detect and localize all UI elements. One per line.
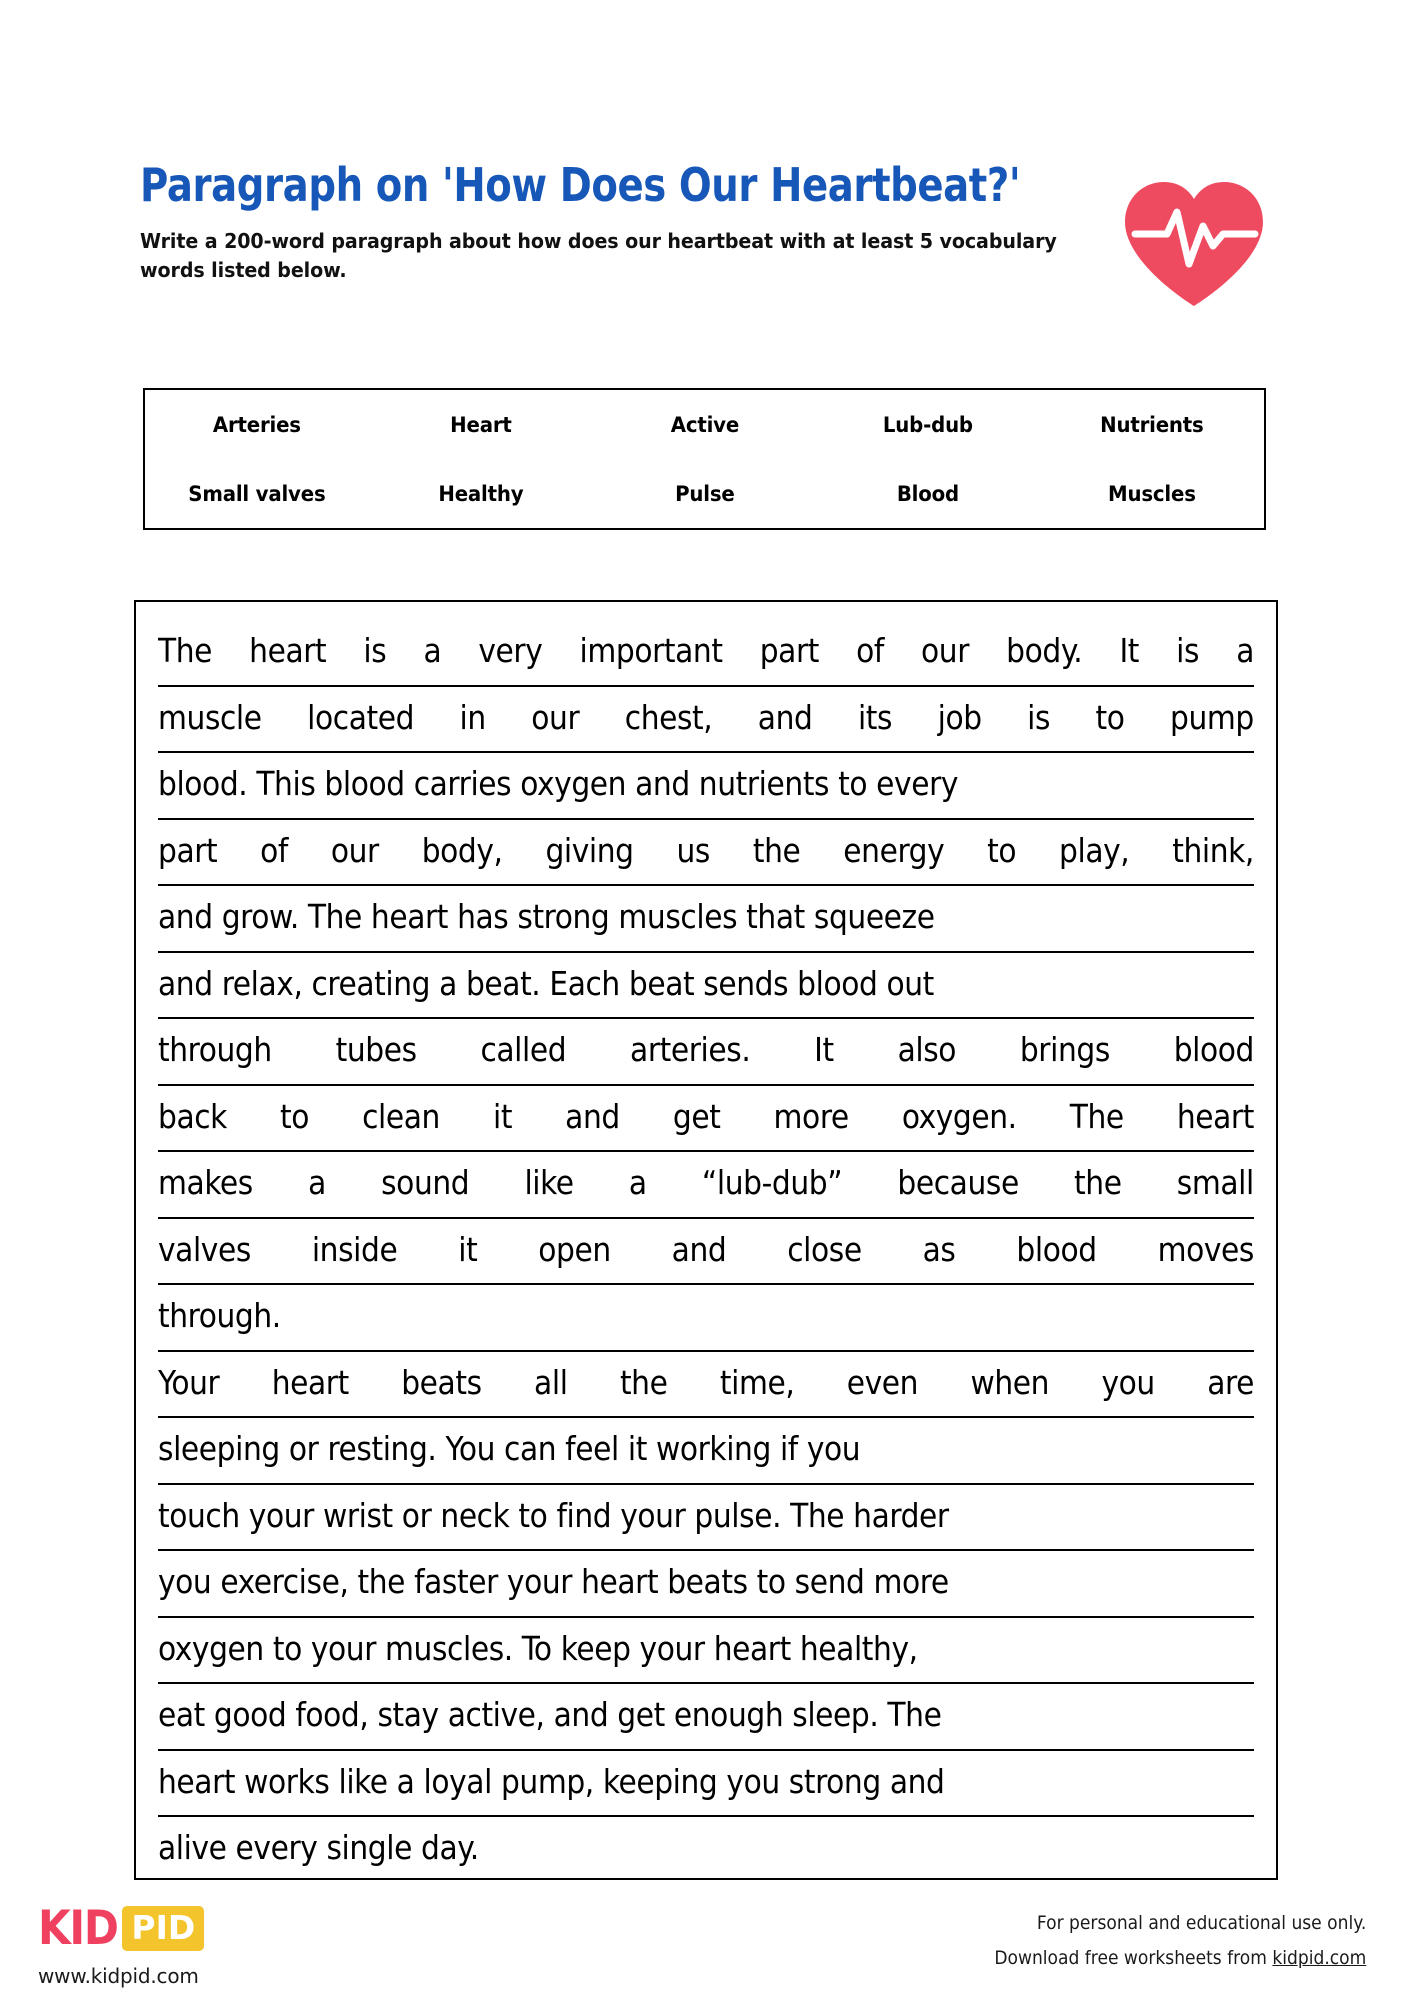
vocabulary-word: Blood	[897, 481, 960, 506]
download-notice-prefix: Download free worksheets from	[994, 1947, 1273, 1970]
answer-line: valves inside it open and close as blood moves	[158, 1219, 1254, 1286]
worksheet-instructions: Write a 200-word paragraph about how does our heartbeat with at least 5 vocabulary words listed below.	[140, 228, 1057, 283]
answer-line: muscle located in our chest, and its job is to pump	[158, 687, 1254, 754]
answer-line: through tubes called arteries. It also brings blood	[158, 1019, 1254, 1086]
kidpid-link[interactable]: kidpid.com	[1272, 1947, 1366, 1970]
answer-line: and grow. The heart has strong muscles that squeeze	[158, 886, 1254, 953]
answer-line: sleeping or resting. You can feel it working if you	[158, 1418, 1254, 1485]
answer-line: heart works like a loyal pump, keeping you strong and	[158, 1751, 1254, 1818]
page-title: Paragraph on 'How Does Our Heartbeat?'	[140, 158, 1021, 212]
vocabulary-word: Arteries	[212, 412, 301, 437]
vocabulary-word: Muscles	[1108, 481, 1196, 506]
logo-mark	[38, 1900, 298, 1956]
usage-notice-line: For personal and educational use only.	[1036, 1912, 1366, 1934]
vocabulary-word: Pulse	[674, 481, 735, 506]
download-notice-line	[994, 1941, 1366, 1976]
vocabulary-word-box	[143, 388, 1266, 530]
footer-notice	[994, 1906, 1366, 1976]
vocabulary-word: Small valves	[188, 481, 326, 506]
kidpid-logo	[38, 1900, 298, 1988]
answer-line: through.	[158, 1285, 1254, 1352]
answer-line: and relax, creating a beat. Each beat sends blood out	[158, 953, 1254, 1020]
answer-line: makes a sound like a “lub-dub” because the small	[158, 1152, 1254, 1219]
logo-pid-badge: PID	[122, 1906, 204, 1951]
vocabulary-word: Active	[670, 412, 739, 437]
heart-pulse-icon	[1119, 178, 1269, 310]
writing-answer-box[interactable]	[134, 600, 1278, 1880]
answer-line: blood. This blood carries oxygen and nutrients to every	[158, 753, 1254, 820]
vocabulary-row	[145, 459, 1264, 528]
logo-website-url: www.kidpid.com	[38, 1964, 199, 1988]
answer-line: The heart is a very important part of our body. It is a	[158, 620, 1254, 687]
vocabulary-word: Healthy	[438, 481, 524, 506]
worksheet-header	[140, 160, 1260, 286]
answer-line: touch your wrist or neck to find your pulse. The harder	[158, 1485, 1254, 1552]
answer-paragraph	[158, 620, 1254, 1880]
answer-line: eat good food, stay active, and get enough sleep. The	[158, 1684, 1254, 1751]
answer-line: you exercise, the faster your heart beats to send more	[158, 1551, 1254, 1618]
vocabulary-word: Lub-dub	[883, 412, 974, 437]
answer-line: part of our body, giving us the energy to play, think,	[158, 820, 1254, 887]
answer-line: back to clean it and get more oxygen. The heart	[158, 1086, 1254, 1153]
vocabulary-word: Heart	[449, 412, 512, 437]
answer-line: Your heart beats all the time, even when you are	[158, 1352, 1254, 1419]
answer-line: oxygen to your muscles. To keep your heart healthy,	[158, 1618, 1254, 1685]
vocabulary-word: Nutrients	[1100, 412, 1204, 437]
logo-kid-text: KID	[38, 1900, 118, 1956]
vocabulary-row	[145, 390, 1264, 459]
answer-line: alive every single day.	[158, 1817, 1254, 1880]
